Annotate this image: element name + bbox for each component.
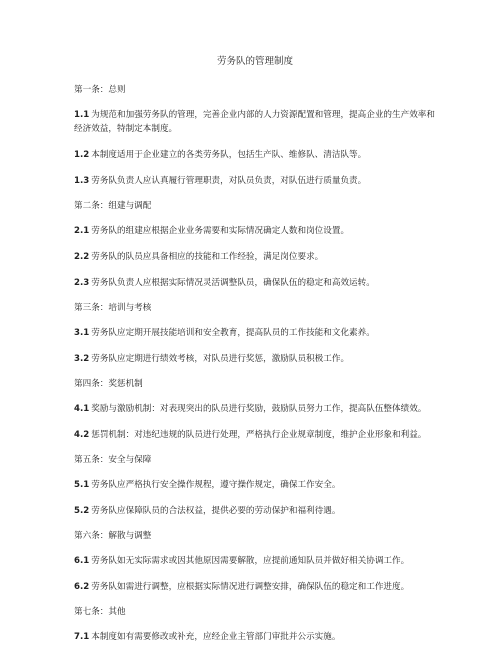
- clause: [74, 402, 436, 416]
- section-4: [74, 378, 436, 442]
- section-5: [74, 454, 436, 518]
- clause-text: 劳务队负责人应认真履行管理职责，对队员负责，对队伍进行质量负责。: [91, 176, 367, 186]
- clause-number: 3.1: [74, 328, 90, 338]
- section-heading: 第三条：培训与考核: [74, 303, 152, 313]
- clause-number: 2.2: [74, 252, 90, 262]
- clause: [74, 224, 436, 238]
- clause: [74, 428, 436, 442]
- clause-text: 劳务队如需进行调整，应根据实际情况进行调整安排，确保队伍的稳定和工作进度。: [91, 582, 410, 592]
- clause: [74, 554, 436, 568]
- section-1: [74, 84, 436, 188]
- clause-number: 5.2: [74, 506, 90, 516]
- clause-text: 本制度如有需要修改或补充，应经企业主管部门审批并公示实施。: [91, 632, 341, 642]
- clause-text: 为规范和加强劳务队的管理，完善企业内部的人力资源配置和管理，提高企业的生产效率和经济效益，特制定本制度。: [74, 110, 435, 134]
- clause-text: 劳务队负责人应根据实际情况灵活调整队员，确保队伍的稳定和高效运转。: [91, 278, 375, 288]
- clause-number: 4.1: [74, 404, 90, 414]
- clause-text: 劳务队应严格执行安全操作规程，遵守操作规定，确保工作安全。: [91, 480, 341, 490]
- section-heading: 第五条：安全与保障: [74, 455, 152, 465]
- clause-text: 惩罚机制：对违纪违规的队员进行处理，严格执行企业规章制度，维护企业形象和利益。: [91, 430, 427, 440]
- section-7: [74, 606, 436, 644]
- clause-number: 2.3: [74, 278, 90, 288]
- clause: [74, 108, 436, 136]
- clause-text: 劳务队应定期进行绩效考核，对队员进行奖惩，激励队员积极工作。: [91, 354, 350, 364]
- clause: [74, 352, 436, 366]
- clause-number: 2.1: [74, 226, 90, 236]
- clause-number: 6.2: [74, 582, 90, 592]
- clause-number: 1.2: [74, 150, 90, 160]
- clause: [74, 174, 436, 188]
- section-heading: 第二条：组建与调配: [74, 201, 152, 211]
- clause-number: 6.1: [74, 556, 90, 566]
- clause-number: 4.2: [74, 430, 90, 440]
- section-heading: 第七条：其他: [74, 607, 126, 617]
- clause: [74, 250, 436, 264]
- clause-text: 劳务队应定期开展技能培训和安全教育，提高队员的工作技能和文化素养。: [91, 328, 375, 338]
- section-6: [74, 530, 436, 594]
- clause-number: 1.3: [74, 176, 90, 186]
- clause: [74, 276, 436, 290]
- clause: [74, 326, 436, 340]
- clause-number: 5.1: [74, 480, 90, 490]
- section-heading: 第四条：奖惩机制: [74, 379, 143, 389]
- section-3: [74, 302, 436, 366]
- clause-text: 劳务队如无实际需求或因其他原因需要解散，应提前通知队员并做好相关协调工作。: [91, 556, 410, 566]
- clause-number: 7.1: [74, 632, 90, 642]
- clause: [74, 148, 436, 162]
- clause-text: 劳务队的队员应具备相应的技能和工作经验，满足岗位要求。: [91, 252, 324, 262]
- document-title: 劳务队的管理制度: [216, 56, 293, 67]
- clause-number: 1.1: [74, 110, 90, 120]
- clause-text: 本制度适用于企业建立的各类劳务队，包括生产队、维修队、清洁队等。: [91, 150, 367, 160]
- clause: [74, 478, 436, 492]
- section-heading: 第六条：解散与调整: [74, 531, 152, 541]
- clause: [74, 630, 436, 644]
- clause: [74, 580, 436, 594]
- clause: [74, 504, 436, 518]
- clause-number: 3.2: [74, 354, 90, 364]
- section-2: [74, 200, 436, 290]
- section-heading: 第一条：总则: [74, 85, 126, 95]
- clause-text: 劳务队的组建应根据企业业务需要和实际情况确定人数和岗位设置。: [91, 226, 350, 236]
- clause-text: 劳务队应保障队员的合法权益，提供必要的劳动保护和福利待遇。: [91, 506, 341, 516]
- clause-text: 奖励与激励机制：对表现突出的队员进行奖励，鼓励队员努力工作，提高队伍整体绩效。: [91, 404, 427, 414]
